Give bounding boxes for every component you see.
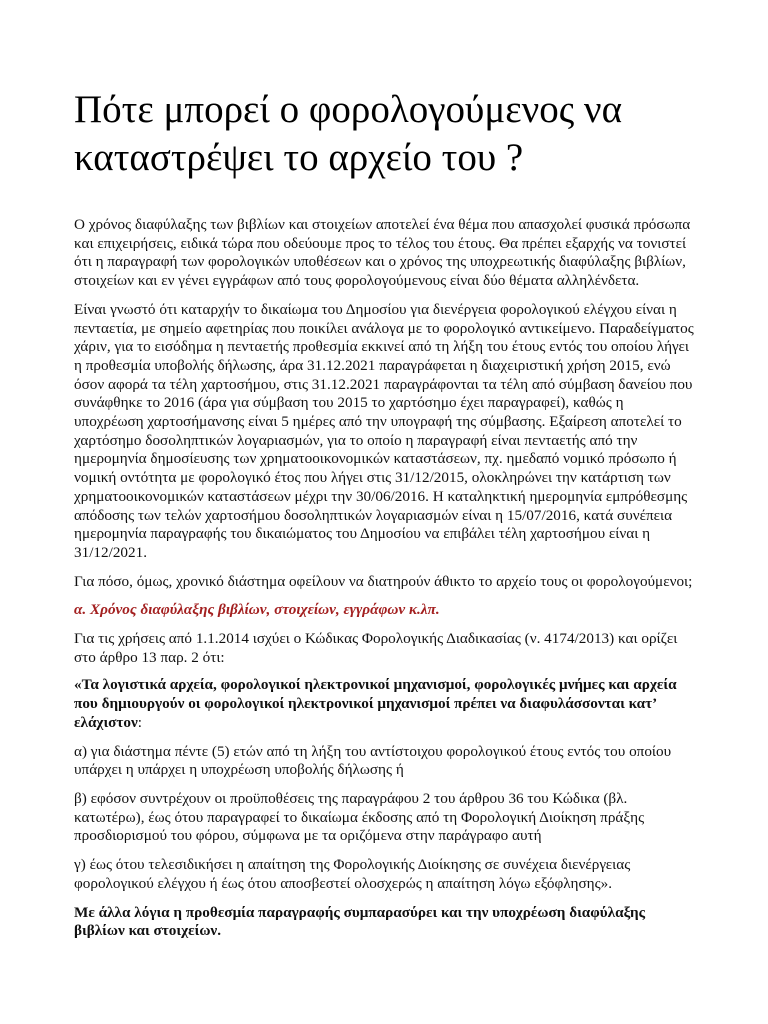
closing-paragraph: Με άλλα λόγια η προθεσμία παραγραφής συμπαρασύρει και την υποχρέωση διαφύλαξης βιβλίων και στοιχείων. [74, 903, 646, 940]
quote-colon: : [137, 713, 143, 731]
quote-paragraph [74, 676, 694, 732]
quote-bold-text: «Τα λογιστικά αρχεία, φορολογικοί ηλεκτρονικοί μηχανισμοί, φορολογικές μνήμες και αρχεία που δημιουργούν οι φορολογικοί ηλεκτρονικοί μηχανισμοί πρέπει να διαφυλάσσονται κατ’ ελάχιστον [74, 676, 677, 731]
list-item-b: β) εφόσον συντρέχουν οι προϋποθέσεις της παραγράφου 2 του άρθρου 36 του Κώδικα (βλ. κατωτέρω), έως ότου παραγραφεί το δικαίωμα έκδοσης από τη Φορολογική Διοίκηση πράξης προσδιορισμού του φόρου, σύμφωνα με τα οριζόμενα στην παράγραφο αυτή [74, 789, 645, 845]
question-paragraph: Για πόσο, όμως, χρονικό διάστημα οφείλουν να διατηρούν άθικτο το αρχείο τους οι φορολογούμενοι; [74, 572, 693, 590]
intro-paragraph: Ο χρόνος διαφύλαξης των βιβλίων και στοιχείων αποτελεί ένα θέμα που απασχολεί φυσικά πρόσωπα και επιχειρήσεις, ειδικά τώρα που οδεύουμε προς το τέλος του έτους. Θα πρέπει εξαρχής να τονιστεί ότι η παραγραφή των φορολογικών υποθέσεων και ο χρόνος της υποχρεωτικής διαφύλαξης βιβλίων, στοιχείων και εν γένει εγγράφων από τους φορολογούμενους είναι δύο θέματα αλληλένδετα. [74, 216, 691, 290]
law-reference-paragraph: Για τις χρήσεις από 1.1.2014 ισχύει ο Κώδικας Φορολογικής Διαδικασίας (ν. 4174/2013) και ορίζει στο άρθρο 13 παρ. 2 ότι: [74, 630, 678, 666]
list-item-c: γ) έως ότου τελεσιδικήσει η απαίτηση της Φορολογικής Διοίκησης σε συνέχεια διενέργειας φορολογικού ελέγχου ή έως ότου αποσβεστεί ολοσχερώς η απαίτηση λόγω εξόφλησης». [74, 856, 631, 892]
list-item-a: α) για διάστημα πέντε (5) ετών από τη λήξη του αντίστοιχου φορολογικού έτους εντός του οποίου υπάρχει η υπάρχει η υποχρέωση υποβολής δήλωσης ή [74, 742, 672, 779]
page-title: Πότε μπορεί ο φορολογούμενος να καταστρέψει το αρχείο του ? [74, 88, 622, 179]
document-page [74, 86, 694, 951]
audit-period-paragraph: Είναι γνωστό ότι καταρχήν το δικαίωμα του Δημοσίου για διενέργεια φορολογικού ελέγχου είναι η πενταετία, με σημείο αφετηρίας που ποικίλει ανάλογα με το φορολογικό αντικείμενο. Παραδείγματος χάριν, για το εισόδημα η πενταετής προθεσμία εκκινεί από τη λήξη του έτους εντός του οποίου λήγει η προθεσμία υποβολής δήλωσης, άρα 31.12.2021 παραγράφεται η διαχειριστική χρήση 2015, ενώ όσον αφορά τα τέλη χαρτοσήμου, στις 31.12.2021 παραγράφονται τα τέλη από σύμβαση δανείου που συνάφθηκε το 2016 (άρα για σύμβαση του 2015 το χαρτόσημο έχει παραγραφεί), καθώς η υποχρέωση χαρτοσήμανσης είναι 5 ημέρες από την υπογραφή της σύμβασης. Εξαίρεση αποτελεί το χαρτόσημο δοσοληπτικών λογαριασμών, για το οποίο η παραγραφή είναι πενταετής από την ημερομηνία δημοσίευσης των χρηματοοικονομικών καταστάσεων, πχ. ημεδαπό νομικό πρόσωπο ή νομική οντότητα με φορολογικό έτος που λήγει στις 31/12/2015, ολοκληρώνει την κατάρτιση των χρηματοοικονομικών καταστάσεων μέχρι την 30/06/2016. Η καταληκτική ημερομηνία εμπρόθεσμης απόδοσης των τελών χαρτοσήμου δοσοληπτικών λογαριασμών είναι η 15/07/2016, κατά συνέπεια ημερομηνία παραγραφής του δικαιώματος του Δημοσίου να επιβάλει τέλη χαρτοσήμου είναι η 31/12/2021. [74, 300, 694, 561]
section-subheading: α. Χρόνος διαφύλαξης βιβλίων, στοιχείων, εγγράφων κ.λπ. [74, 601, 440, 619]
